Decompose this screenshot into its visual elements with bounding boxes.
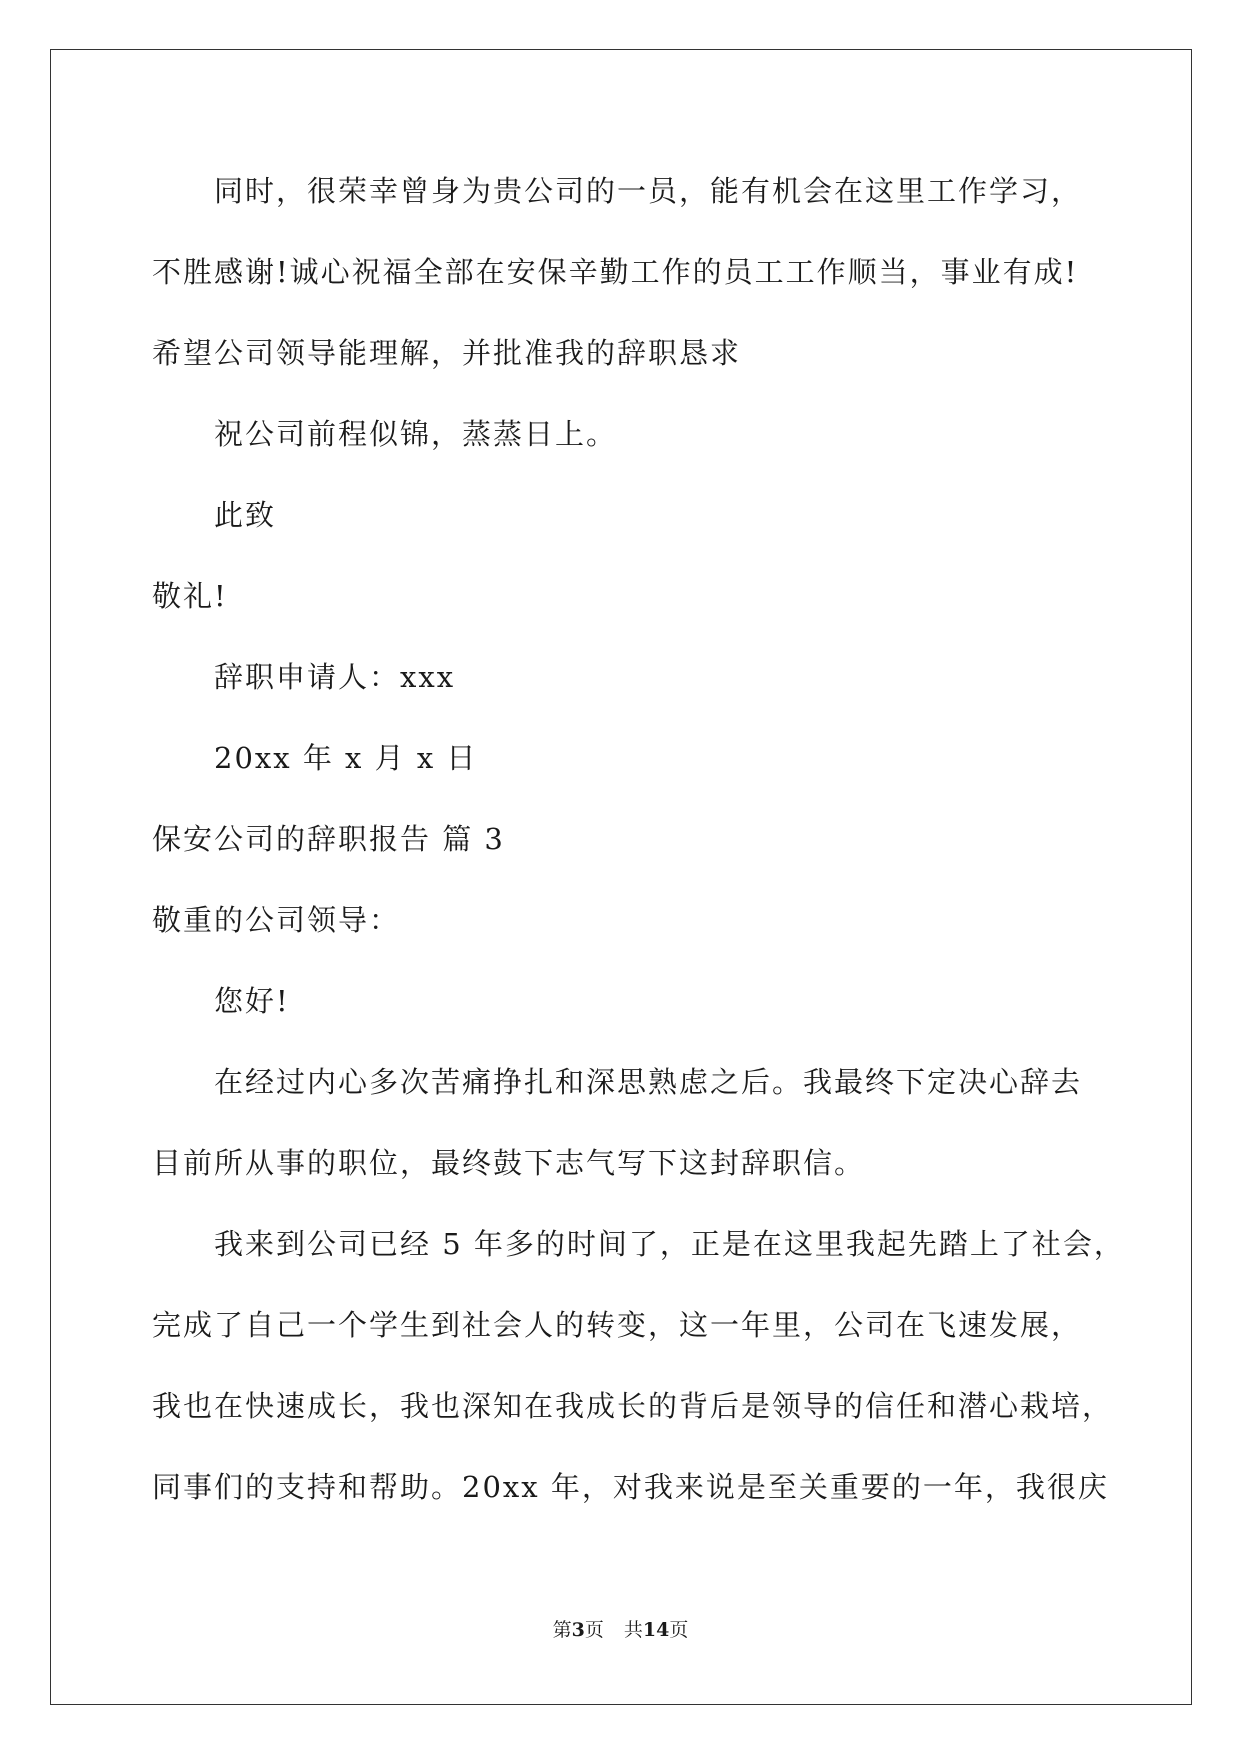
body-line-16: 我也在快速成长，我也深知在我成长的背后是领导的信任和潜心栽培，: [152, 1389, 1114, 1423]
section-heading: 保安公司的辞职报告 篇 3: [152, 822, 505, 856]
signature-line: 辞职申请人：xxx: [214, 660, 456, 694]
letter-greeting: 敬重的公司领导：: [152, 903, 401, 937]
page-border: [50, 49, 1192, 1705]
footer-total-prefix: 共: [623, 1619, 643, 1641]
body-line-2: 不胜感谢!诚心祝福全部在安保辛勤工作的员工工作顺当，事业有成!: [152, 255, 1079, 289]
closing-wish: 祝公司前程似锦，蒸蒸日上。: [214, 417, 618, 451]
body-line-3: 希望公司领导能理解，并批准我的辞职恳求: [152, 336, 742, 370]
footer-page-number: 3: [571, 1619, 585, 1641]
body-line-12: 在经过内心多次苦痛挣扎和深思熟虑之后。我最终下定决心辞去: [214, 1065, 1083, 1099]
body-line-1: 同时，很荣幸曾身为贵公司的一员，能有机会在这里工作学习，: [214, 174, 1083, 208]
footer-total-pages: 14: [642, 1619, 670, 1641]
salutation-jing-li: 敬礼!: [152, 579, 228, 613]
body-line-17: 同事们的支持和帮助。20xx 年，对我来说是至关重要的一年，我很庆: [152, 1470, 1109, 1504]
body-line-13: 目前所从事的职位，最终鼓下志气写下这封辞职信。: [152, 1146, 866, 1180]
body-line-14: 我来到公司已经 5 年多的时间了，正是在这里我起先踏上了社会，: [214, 1227, 1125, 1261]
footer-page-prefix: 第: [552, 1619, 572, 1641]
date-line: 20xx 年 x 月 x 日: [214, 741, 478, 775]
page-footer: [0, 1617, 1241, 1643]
footer-total-suffix: 页: [669, 1619, 689, 1641]
body-line-15: 完成了自己一个学生到社会人的转变，这一年里，公司在飞速发展，: [152, 1308, 1083, 1342]
salutation-ci-zhi: 此致: [214, 498, 277, 532]
footer-page-suffix: 页: [584, 1619, 604, 1641]
greeting-hello: 您好!: [214, 984, 290, 1018]
